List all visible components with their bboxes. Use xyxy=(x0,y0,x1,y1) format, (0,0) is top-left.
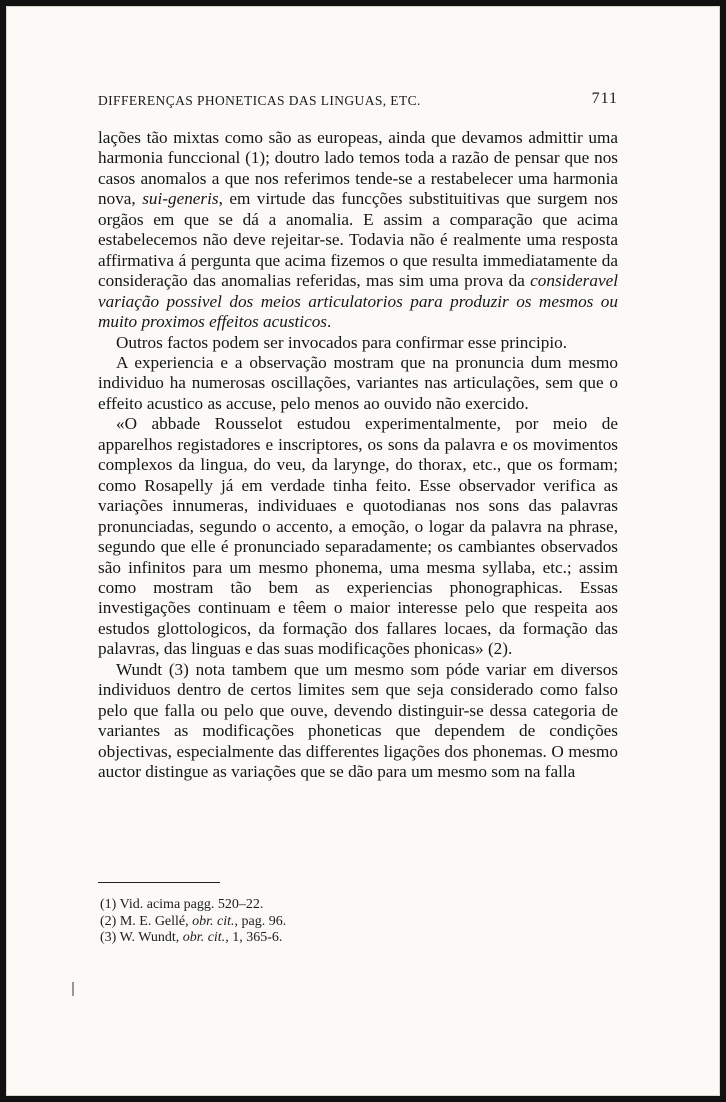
page-number: 711 xyxy=(591,90,618,107)
italic-text: sui-generis xyxy=(142,189,219,209)
italic-text: consideravel variação possivel dos meios articulatorios para produzir os mesmos ou muito proximos effeitos acusticos xyxy=(98,271,618,332)
text-run: lações tão mixtas como são as europeas, ainda que devamos admittir uma harmonia funccional (1); doutro lado temos toda a razão de pensar que nos casos anomalos a que nos referimos tende-se a restabelecer uma harmonia nova, xyxy=(98,128,618,209)
running-title: DIFFERENÇAS PHONETICAS DAS LINGUAS, ETC. xyxy=(98,93,421,108)
footnote-italic: obr. cit. xyxy=(182,930,226,945)
footnote-divider xyxy=(98,882,220,883)
running-header xyxy=(98,90,618,112)
text-run: . xyxy=(326,312,332,332)
footnote-text: , pag. 96. xyxy=(234,913,287,929)
text-run: Outros factos podem ser invocados para confirmar esse principio. xyxy=(116,332,568,352)
margin-mark xyxy=(72,982,74,996)
footnote xyxy=(100,930,520,947)
footnote-text: (2) M. E. Gellé, xyxy=(100,913,193,929)
footnote-text: (1) Vid. acima pagg. 520–22. xyxy=(100,897,264,912)
footnote-text: (3) W. Wundt, xyxy=(100,930,183,945)
text-run: , em virtude das funcções substituitivas que surgem nos orgãos em que se dá a anomalia. E assim a comparação que acima estabelecemos não deve rejeitar-se. Todavia não é realmente uma resposta affirmativa á pergunta que acima fizemos o que resulta immediatamente da consideração das anomalias referidas, mas sim uma prova da xyxy=(98,189,618,291)
text-run: Wundt (3) nota tambem que um mesmo som póde variar em diversos individuos dentro de certos limites sem que seja considerado como falso pelo que falla ou pelo que ouve, devendo distinguir-se dessa categoria de variantes as modificações phoneticas que dependem de condições objectivas, especialmente das differentes ligações dos phonemas. O mesmo auctor distingue as variações que se dão para um mesmo som na falla xyxy=(98,659,618,782)
footnotes xyxy=(100,897,520,947)
paragraph xyxy=(98,128,618,333)
text-run: A experiencia e a observação mostram que na pronuncia dum mesmo individuo ha numerosas oscillações, variantes nas articulações, sem que o effeito acustico as accuse, pelo menos ao ouvido não exercido. xyxy=(98,352,618,413)
text-run: «O abbade Rousselot estudou experimentalmente, por meio de apparelhos registadores e inscriptores, os sons da palavra e os movimentos complexos da lingua, do veu, da larynge, do thorax, etc., que os formam; como Rosapelly já em verdade tinha feito. Esse observador verifica as variações innumeras, individuaes e quotodianas nos sons das palavras pronunciadas, segundo o accento, a emoção, o logar da palavra na phrase, segundo que elle é pronunciado separadamente; os cambiantes observados são infinitos para um mesmo phonema, uma mesma syllaba, etc.; assim como mostram tão bem as experiencias phonographicas. Essas investigações continuam e têem o maior interesse pelo que respeita aos estudos glottologicos, da formação dos fallares locaes, da formação das palavras, das linguas e das suas modificações phonicas» (2). xyxy=(98,414,618,659)
footnote xyxy=(100,914,520,931)
body-text xyxy=(98,128,618,783)
paragraph xyxy=(98,353,618,414)
paragraph xyxy=(98,333,618,353)
footnote xyxy=(100,897,520,914)
footnote-italic: obr. cit. xyxy=(192,913,235,929)
footnote-text: , 1, 365-6. xyxy=(225,930,283,945)
paragraph xyxy=(98,414,618,659)
paragraph xyxy=(98,660,618,783)
